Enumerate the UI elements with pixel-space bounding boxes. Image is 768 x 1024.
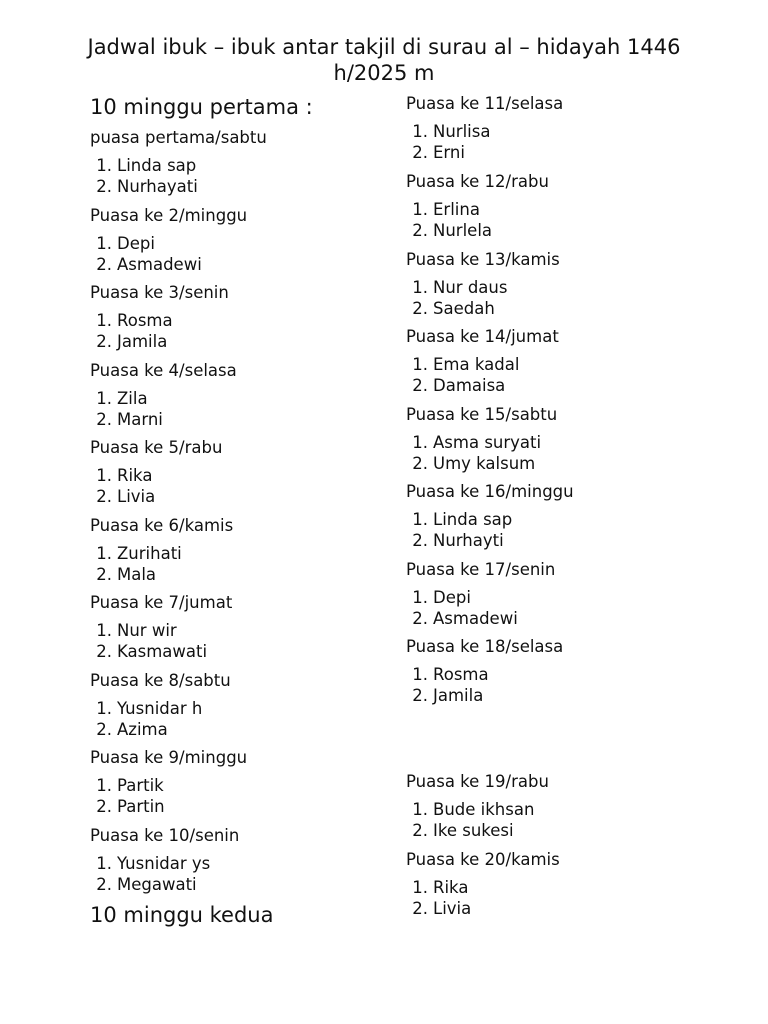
person-name: Depi: [117, 234, 155, 253]
person-name: Nur wir: [117, 621, 177, 640]
list-number: 1.: [96, 854, 112, 873]
name-item: [406, 899, 471, 920]
name-list: [90, 311, 173, 352]
list-number: 1.: [412, 122, 428, 141]
list-number: 2.: [96, 641, 112, 661]
list-number: 2.: [96, 564, 112, 584]
person-name: Rika: [433, 878, 469, 897]
person-name: Nurlela: [433, 220, 493, 240]
name-item: [406, 686, 489, 707]
name-item: [90, 699, 202, 720]
name-list: [90, 389, 163, 430]
person-name: Nurhayti: [433, 530, 504, 550]
person-name: Azima: [117, 719, 168, 739]
person-name: Erlina: [433, 200, 480, 219]
person-name: Rosma: [117, 311, 173, 330]
list-number: 1.: [412, 588, 428, 607]
list-number: 2.: [96, 409, 112, 429]
list-number: 1.: [96, 311, 112, 330]
name-list: [90, 234, 202, 275]
name-item: [406, 588, 518, 609]
list-number: 1.: [412, 200, 428, 219]
name-item: [90, 642, 207, 663]
day-label: puasa pertama/sabtu: [90, 128, 267, 147]
day-label: Puasa ke 7/jumat: [90, 593, 233, 612]
day-label: Puasa ke 19/rabu: [406, 772, 549, 791]
list-number: 1.: [412, 878, 428, 897]
day-label: Puasa ke 14/jumat: [406, 327, 559, 346]
name-list: [406, 588, 518, 629]
name-item: [406, 531, 512, 552]
person-name: Livia: [433, 898, 472, 918]
name-list: [90, 466, 155, 507]
day-label: Puasa ke 9/minggu: [90, 748, 248, 767]
name-item: [406, 609, 518, 630]
list-number: 2.: [96, 331, 112, 351]
name-item: [90, 466, 155, 487]
person-name: Asmadewi: [117, 254, 202, 274]
list-number: 1.: [96, 389, 112, 408]
list-number: 2.: [412, 453, 428, 473]
person-name: Rika: [117, 466, 153, 485]
name-item: [406, 200, 492, 221]
name-item: [406, 454, 541, 475]
name-item: [90, 156, 198, 177]
list-number: 2.: [412, 142, 428, 162]
list-number: 1.: [96, 156, 112, 175]
person-name: Nurhayati: [117, 176, 198, 196]
person-name: Zurihati: [117, 544, 182, 563]
name-item: [406, 122, 490, 143]
person-name: Partik: [117, 776, 164, 795]
day-label: Puasa ke 2/minggu: [90, 206, 248, 225]
list-number: 1.: [96, 776, 112, 795]
name-item: [406, 800, 534, 821]
day-label: Puasa ke 8/sabtu: [90, 671, 231, 690]
day-label: Puasa ke 11/selasa: [406, 94, 564, 113]
person-name: Ema kadal: [433, 355, 520, 374]
person-name: Saedah: [433, 298, 495, 318]
day-label: Puasa ke 20/kamis: [406, 850, 560, 869]
person-name: Yusnidar h: [117, 699, 203, 718]
name-list: [406, 278, 507, 319]
day-label: Puasa ke 12/rabu: [406, 172, 549, 191]
person-name: Marni: [117, 409, 163, 429]
day-label: Puasa ke 4/selasa: [90, 361, 237, 380]
person-name: Linda sap: [117, 156, 197, 175]
day-label: Puasa ke 10/senin: [90, 826, 240, 845]
name-item: [406, 299, 507, 320]
person-name: Rosma: [433, 665, 489, 684]
name-item: [406, 878, 471, 899]
person-name: Umy kalsum: [433, 453, 536, 473]
day-label: Puasa ke 17/senin: [406, 560, 556, 579]
list-number: 2.: [96, 719, 112, 739]
person-name: Erni: [433, 142, 465, 162]
person-name: Mala: [117, 564, 157, 584]
name-item: [90, 544, 182, 565]
list-number: 2.: [412, 820, 428, 840]
list-number: 2.: [96, 796, 112, 816]
name-list: [90, 854, 210, 895]
person-name: Livia: [117, 486, 156, 506]
list-number: 2.: [412, 530, 428, 550]
person-name: Nur daus: [433, 278, 508, 297]
day-label: Puasa ke 3/senin: [90, 283, 229, 302]
name-item: [90, 389, 163, 410]
list-number: 2.: [412, 375, 428, 395]
list-number: 2.: [96, 254, 112, 274]
name-item: [90, 797, 165, 818]
person-name: Jamila: [117, 331, 168, 351]
name-list: [90, 776, 165, 817]
name-item: [90, 255, 202, 276]
person-name: Megawati: [117, 874, 197, 894]
document-title: Jadwal ibuk – ibuk antar takjil di surau al – hidayah 1446 h/2025 m: [87, 35, 681, 85]
name-item: [90, 410, 163, 431]
list-number: 1.: [412, 800, 428, 819]
name-item: [406, 221, 492, 242]
day-label: Puasa ke 6/kamis: [90, 516, 234, 535]
list-number: 2.: [412, 298, 428, 318]
name-list: [406, 122, 490, 163]
name-list: [406, 200, 492, 241]
list-number: 2.: [96, 486, 112, 506]
name-item: [90, 177, 198, 198]
list-number: 1.: [412, 355, 428, 374]
list-number: 2.: [412, 608, 428, 628]
name-item: [406, 355, 519, 376]
name-list: [90, 544, 182, 585]
name-item: [406, 143, 490, 164]
person-name: Damaisa: [433, 375, 506, 395]
list-number: 2.: [96, 874, 112, 894]
name-item: [406, 665, 489, 686]
person-name: Asmadewi: [433, 608, 518, 628]
list-number: 1.: [412, 665, 428, 684]
name-item: [90, 234, 202, 255]
person-name: Nurlisa: [433, 122, 491, 141]
day-label: Puasa ke 13/kamis: [406, 250, 560, 269]
name-list: [90, 156, 198, 197]
list-number: 1.: [96, 699, 112, 718]
day-label: Puasa ke 16/minggu: [406, 482, 574, 501]
list-number: 1.: [96, 234, 112, 253]
list-number: 1.: [96, 621, 112, 640]
person-name: Jamila: [433, 685, 484, 705]
name-list: [406, 433, 541, 474]
name-list: [406, 878, 471, 919]
name-list: [406, 800, 534, 841]
person-name: Zila: [117, 389, 148, 408]
person-name: Partin: [117, 796, 165, 816]
list-number: 1.: [96, 466, 112, 485]
name-list: [90, 621, 207, 662]
day-label: Puasa ke 18/selasa: [406, 637, 564, 656]
name-list: [90, 699, 202, 740]
list-number: 1.: [96, 544, 112, 563]
name-item: [406, 376, 519, 397]
name-item: [90, 621, 207, 642]
section-heading-first: 10 minggu pertama :: [90, 95, 313, 119]
list-number: 2.: [412, 220, 428, 240]
name-item: [406, 433, 541, 454]
name-item: [90, 875, 210, 896]
list-number: 2.: [412, 685, 428, 705]
list-number: 1.: [412, 278, 428, 297]
name-item: [90, 565, 182, 586]
name-item: [90, 311, 173, 332]
name-item: [406, 510, 512, 531]
name-item: [90, 776, 165, 797]
person-name: Depi: [433, 588, 471, 607]
name-item: [406, 278, 507, 299]
name-list: [406, 510, 512, 551]
name-item: [406, 821, 534, 842]
name-list: [406, 355, 519, 396]
person-name: Linda sap: [433, 510, 513, 529]
day-label: Puasa ke 5/rabu: [90, 438, 223, 457]
person-name: Ike sukesi: [433, 820, 514, 840]
list-number: 2.: [96, 176, 112, 196]
name-list: [406, 665, 489, 706]
list-number: 2.: [412, 898, 428, 918]
section-heading-second: 10 minggu kedua: [90, 903, 274, 927]
name-item: [90, 487, 155, 508]
name-item: [90, 720, 202, 741]
name-item: [90, 854, 210, 875]
day-label: Puasa ke 15/sabtu: [406, 405, 558, 424]
person-name: Bude ikhsan: [433, 800, 535, 819]
list-number: 1.: [412, 433, 428, 452]
list-number: 1.: [412, 510, 428, 529]
person-name: Kasmawati: [117, 641, 208, 661]
person-name: Yusnidar ys: [117, 854, 211, 873]
person-name: Asma suryati: [433, 433, 542, 452]
name-item: [90, 332, 173, 353]
